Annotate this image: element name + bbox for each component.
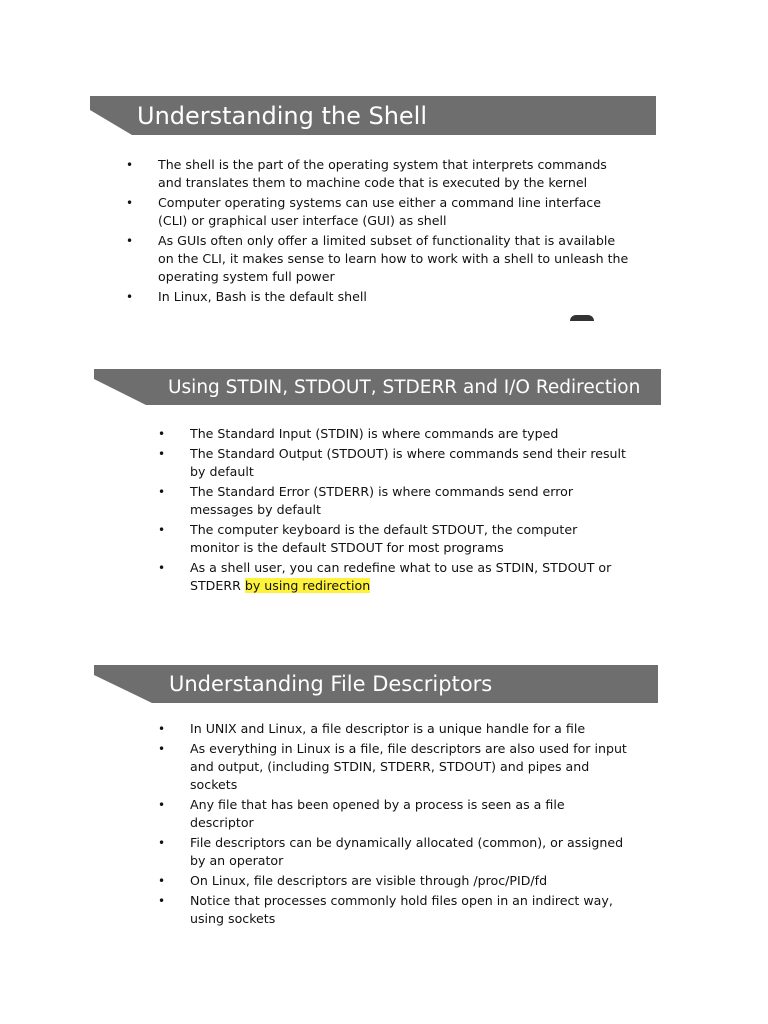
bullet-icon: • [158,722,166,736]
list-item: • The Standard Input (STDIN) is where commands are typed [158,426,559,441]
slide-title: Understanding the Shell [137,101,428,130]
list-item: • The computer keyboard is the default STDOUT, the computer monitor is the default STDOUT for most programs [158,522,578,555]
slide-title-banner [90,96,656,135]
bullet-icon: • [126,234,134,248]
list-item: • As GUIs often only offer a limited subset of functionality that is available on the CLI, it makes sense to learn how to work with a shell to unleash the operating system full power [126,233,629,284]
list-item: • On Linux, file descriptors are visible through /proc/PID/fd [158,873,548,888]
list-item: • In UNIX and Linux, a file descriptor is a unique handle for a file [158,721,586,736]
bullet-icon: • [158,874,166,888]
slide-title-banner [94,665,658,703]
list-item: • Computer operating systems can use either a command line interface (CLI) or graphical user interface (GUI) as shell [126,195,601,228]
bullet-icon: • [126,158,134,172]
cropped-decoration [570,315,594,321]
list-item: • As everything in Linux is a file, file descriptors are also used for input and output, (including STDIN, STDERR, STDOUT) and pipes and sockets [158,741,627,792]
list-item: • Notice that processes commonly hold files open in an indirect way, using sockets [158,893,613,926]
slide-title: Understanding File Descriptors [169,672,493,696]
bullet-icon: • [158,798,166,812]
bullet-list [124,156,634,306]
list-item: • File descriptors can be dynamically allocated (common), or assigned by an operator [158,835,624,868]
list-item: • The shell is the part of the operating system that interprets commands and translates them to machine code that is executed by the kernel [126,157,607,190]
list-item: • The Standard Error (STDERR) is where commands send error messages by default [158,484,574,517]
bullet-icon: • [158,427,166,441]
bullet-icon: • [158,561,166,575]
bullet-icon: • [126,290,134,304]
bullet-icon: • [126,196,134,210]
list-item: • The Standard Output (STDOUT) is where commands send their result by default [158,446,626,479]
list-item: • In Linux, Bash is the default shell [126,289,367,304]
list-item: • As a shell user, you can redefine what to use as STDIN, STDOUT or STDERR by using redirection [158,560,612,593]
bullet-icon: • [158,447,166,461]
highlighted-text: by using redirection [244,578,371,593]
bullet-list [156,425,628,595]
bullet-icon: • [158,742,166,756]
slide-title: Using STDIN, STDOUT, STDERR and I/O Redirection [168,376,641,398]
bullet-icon: • [158,523,166,537]
bullet-icon: • [158,894,166,908]
bullet-icon: • [158,485,166,499]
list-item: • Any file that has been opened by a process is seen as a file descriptor [158,797,565,830]
slide-title-banner [94,369,661,405]
bullet-list [156,720,628,928]
bullet-icon: • [158,836,166,850]
